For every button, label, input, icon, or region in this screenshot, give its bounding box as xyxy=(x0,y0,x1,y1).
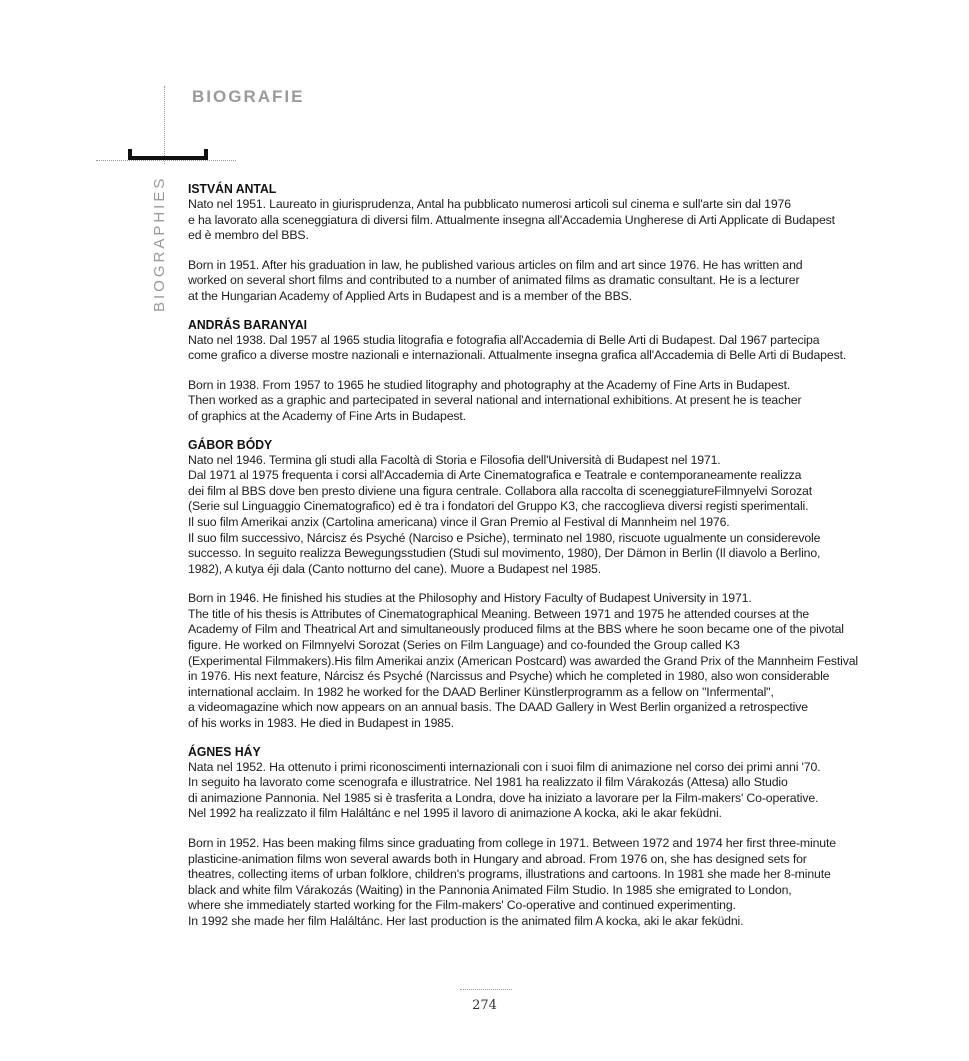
bio-name: ANDRÁS BARANYAI xyxy=(188,316,308,332)
bio-istvan-antal xyxy=(188,181,908,305)
side-section-label: BIOGRAPHIES xyxy=(151,175,168,312)
bio-text-english: Born in 1938. From 1957 to 1965 he studied litography and photography at the Academy of Fine Arts in Budapest. Then worked as a graphic and partecipated in several national and international exhibitions. At present he is teacher of graphics at the Academy of Fine Arts in Budapest. xyxy=(188,377,802,423)
page-header-title: BIOGRAFIE xyxy=(192,87,305,106)
page-number-dots xyxy=(460,989,512,990)
page-number: 274 xyxy=(472,998,497,1013)
bio-text-english: Born in 1951. After his graduation in law, he published various articles on film and art since 1976. He has written and worked on several short films and contributed to a number of animated films as dramatic consultant. He is a lecturer at the Hungarian Academy of Applied Arts in Budapest and is a member of the BBS. xyxy=(188,257,803,303)
bio-agnes-hay xyxy=(188,744,908,930)
bio-name: GÁBOR BÓDY xyxy=(188,436,273,452)
bio-andras-baranyai xyxy=(188,317,908,425)
bio-text-italian: Nato nel 1951. Laureato in giurisprudenza, Antal ha pubblicato numerosi articoli sul cinema e sull'arte sin dal 1976 e ha lavorato alla sceneggiatura di diversi film. Attualmente insegna all'Accademia Ungherese di Arti Applicate di Budapest ed è membro del BBS. xyxy=(188,197,835,243)
bio-text-italian: Nata nel 1952. Ha ottenuto i primi riconoscimenti internazionali con i suoi film di animazione nel corso dei primi anni '70. In seguito ha lavorato come scenografa e illustratrice. Nel 1981 ha realizzato il film Várakozás (Attesa) allo Studio di animazione Pannonia. Nel 1985 si è trasferita a Londra, dove ha iniziato a lavorare per la Film-makers' Co-operative. Nel 1992 ha realizzato il film Haláltánc e nel 1995 il lavoro di animazione A kocka, aki le akar feküdni. xyxy=(188,759,821,821)
horizontal-dotted-rule xyxy=(96,160,236,161)
bio-text-english: Born in 1952. Has been making films since graduating from college in 1971. Between 1972 and 1974 her first three-minute plasticine-animation films won several awards both in Hungary and abroad. From 1976 on, she has designed sets for theatres, collecting items of urban folklore, children's programs, illustrations and cartoons. In 1981 she made her 8-minute black and white film Várakozás (Waiting) in the Pannonia Animated Film Studio. In 1985 she emigrated to London, where she immediately started working for the Film-makers' Co-operative and continued experimenting. In 1992 she made her film Haláltánc. Her last production is the animated film A kocka, aki le akar feküdni. xyxy=(188,836,836,928)
bio-name: ISTVÁN ANTAL xyxy=(188,181,277,196)
bio-text-english: Born in 1946. He finished his studies at the Philosophy and History Faculty of Budapest University in 1971. The title of his thesis is Attributes of Cinematographical Meaning. Between 1971 and 1975 he attended courses at the Academy of Film and Theatrical Art and simultaneously produced films at the BBS where he soon became one of the pivotal figure. He worked on Filmnyelvi Sorozat (Series on Film Language) and co-founded the Group called K3 (Experimental Filmmakers).His film Amerikai anzix (American Postcard) was awarded the Grand Prix of the Mannheim Festival in 1976. His next feature, Nárcisz és Psyché (Narcissus and Psyche) which he completed in 1980, also won considerable international acclaim. In 1982 he worked for the DAAD Berliner Künstlerprogramm as a fellow on "Infermental", a videomagazine which now appears on an annual basis. The DAAD Gallery in West Berlin organized a retrospective of his works in 1983. He died in Budapest in 1985. xyxy=(188,591,859,731)
bio-name: ÁGNES HÁY xyxy=(188,743,261,759)
bio-text-italian: Nato nel 1938. Dal 1957 al 1965 studia litografia e fotografia all'Accademia di Belle Arti di Budapest. Dal 1967 partecipa come grafico a diverse mostre nazionali e internazionali. Attualmente insegna grafica all'Accademia di Belle Arti di Budapest. xyxy=(188,332,847,363)
bio-text-italian: Nato nel 1946. Termina gli studi alla Facoltà di Storia e Filosofia dell'Università di Budapest nel 1971. Dal 1971 al 1975 frequenta i corsi all'Accademia di Arte Cinematografica e Teatrale e contemporaneamente realizza dei film al BBS dove ben presto diviene una figura centrale. Collabora alla raccolta di sceneggiatureFilmnyelvi Sorozat (Serie sul Linguaggio Cinematografico) ed è tra i fondatori del Gruppo K3, che raccoglieva diversi registi sperimentali. Il suo film Amerikai anzix (Cartolina americana) vince il Gran Premio al Festival di Mannheim nel 1976. Il suo film successivo, Nárcisz és Psyché (Narciso e Psiche), terminato nel 1980, riscuote ugualmente un considerevole successo. In seguito realizza Bewegungsstudien (Studi sul movimento, 1980), Der Dämon in Berlin (Il diavolo a Berlino, 1982), A kutya éji dala (Canto notturno del cane). Muore a Budapest nel 1985. xyxy=(188,452,821,576)
header-bracket-mark xyxy=(128,149,208,160)
biographies-content xyxy=(188,181,908,930)
bio-gabor-body xyxy=(188,437,908,732)
